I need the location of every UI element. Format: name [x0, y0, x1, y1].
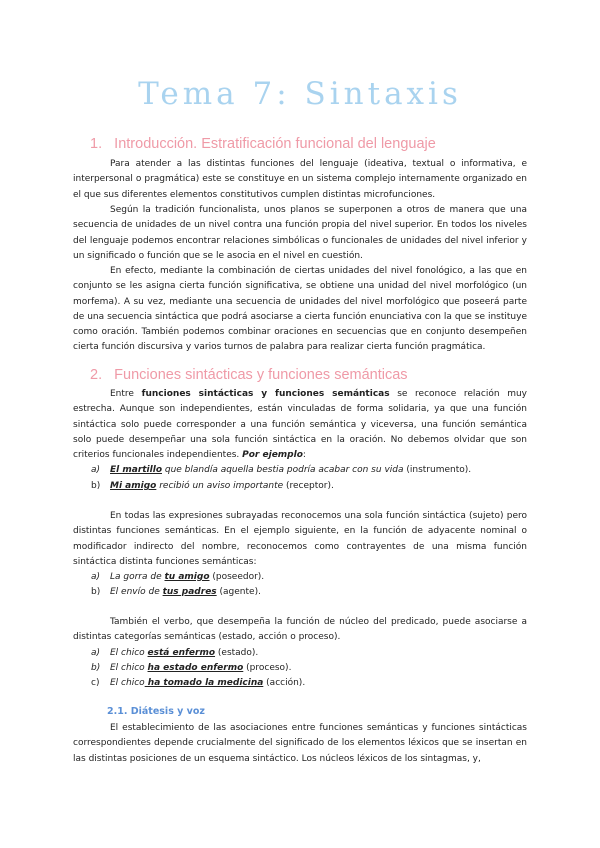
semantic-role: (acción). [263, 678, 306, 688]
italic-phrase: El chico [110, 678, 145, 688]
underlined-phrase: tus padres [162, 587, 217, 597]
text-run: se reconoce relación muy estrecha. Aunque son independientes, están vinculadas de forma solidaria, ya que una función sintáctica solo puede corresponder a una función semántica y viceversa, una función semántica solo puede desempeñar una sola función sintáctica en la oración. No debemos olvidar que son criterios funcionales independientes. [73, 389, 527, 461]
list-item [91, 585, 261, 600]
semantic-role: (agente). [216, 587, 261, 597]
section-2-paragraph-4: El establecimiento de las asociaciones entre funciones semánticas y funciones sintácticas correspondientes depende crucialmente del significado de los elementos léxicos que se insertan en las distintas posiciones de un esquema sintáctico. Los núcleos léxicos de los sintagmas, y, [73, 723, 527, 764]
semantic-role: (proceso). [243, 663, 292, 673]
section-1-paragraph-1: Para atender a las distintas funciones del lenguaje (ideativa, textual o informativa, e interpersonal o pragmática) este se constituye en un sistema complejo internamente organizado en el que sus diferentes elementos constitutivos cumplen distintas microfunciones. [73, 159, 527, 200]
subsection-heading: 2.1. Diátesis y voz [107, 706, 205, 717]
semantic-role: (poseedor). [209, 572, 265, 582]
list-marker: c) [91, 678, 100, 688]
text-run: Entre [110, 389, 142, 399]
underlined-phrase: tu amigo [164, 572, 210, 582]
list-item [91, 676, 305, 691]
semantic-role: (estado). [215, 648, 259, 658]
list-marker: b) [91, 587, 101, 597]
page-title: Tema 7: Sintaxis [138, 76, 462, 112]
underlined-phrase: ha tomado la medicina [144, 678, 264, 688]
list-item [91, 463, 471, 478]
italic-phrase: recibió un aviso importante [156, 481, 284, 491]
list-marker: a) [91, 648, 101, 658]
list-item [91, 570, 264, 585]
underlined-phrase: Mi amigo [110, 481, 157, 491]
italic-phrase: El chico [110, 663, 148, 673]
section-2-paragraph-2: En todas las expresiones subrayadas reconocemos una sola función sintáctica (sujeto) pero distintas funciones semánticas. En el ejemplo siguiente, en la función de adyacente nominal o modificador indirecto del nombre, reconocemos como contrayentes de una misma función sintáctica distinta funciones semánticas: [73, 511, 527, 567]
underlined-phrase: ha estado enfermo [147, 663, 244, 673]
italic-phrase: que blandía aquella bestia podría acabar con su vida [162, 465, 404, 475]
italic-phrase: El chico [110, 648, 148, 658]
section-2-paragraph-1 [73, 387, 527, 463]
section-2-paragraph-3: También el verbo, que desempeña la función de núcleo del predicado, puede asociarse a distintas categorías semánticas (estado, acción o proceso). [73, 617, 527, 643]
list-item [91, 646, 258, 661]
semantic-role: (instrumento). [403, 465, 472, 475]
section-1-heading: 1. Introducción. Estratificación funcional del lenguaje [90, 136, 436, 152]
underlined-phrase: está enfermo [147, 648, 216, 658]
semantic-role: (receptor). [283, 481, 334, 491]
list-item [91, 479, 334, 494]
list-marker: a) [91, 465, 101, 475]
section-1-paragraph-3: En efecto, mediante la combinación de ciertas unidades del nivel fonológico, a las que en conjunto se les asigna cierta función significativa, se obtiene una unidad del nivel morfológico (un morfema). A su vez, mediante una secuencia de unidades del nivel morfológico que poseerá parte de una secuencia sintáctica que podrá asociarse a cierta función enunciativa con la que se instituye como oración. También podemos combinar oraciones en secuencias que en conjunto desempeñen cierta función discursiva y varios turnos de palabra para realizar cierta función pragmática. [73, 266, 527, 353]
section-1-paragraph-2: Según la tradición funcionalista, unos planos se superponen a otros de manera que una secuencia de unidades de un nivel contra una función propia del nivel superior. En todos los niveles del lenguaje podemos encontrar relaciones simbólicas o funcionales de unidades del nivel inferior y un significado o función que se le asocia en el nivel en cuestión. [73, 205, 527, 261]
section-2-heading: 2. Funciones sintácticas y funciones semánticas [90, 367, 408, 383]
italic-phrase: La gorra de [110, 572, 165, 582]
list-marker: b) [91, 481, 101, 491]
text-run: : [302, 450, 306, 461]
example-label: Por ejemplo [242, 450, 303, 461]
list-marker: a) [91, 572, 101, 582]
list-marker: b) [91, 663, 101, 673]
italic-phrase: El envío de [110, 587, 163, 597]
bold-term: funciones sintácticas y funciones semánticas [141, 389, 390, 399]
underlined-phrase: El martillo [110, 465, 162, 475]
list-item [91, 661, 291, 676]
